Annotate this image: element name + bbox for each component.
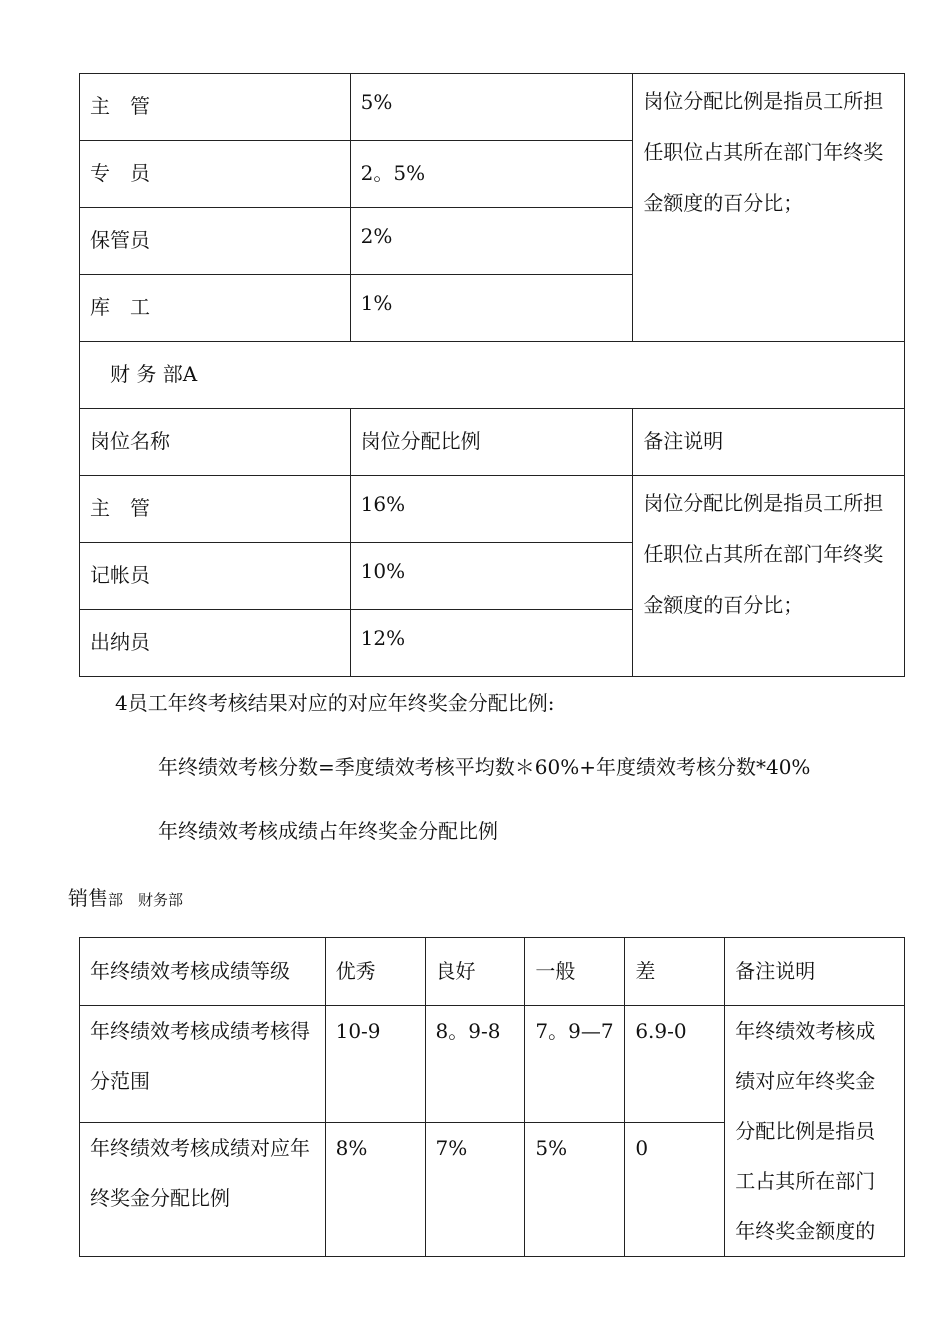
department-small: 部 财务部 — [108, 891, 184, 909]
ratio-cell: 12% — [350, 610, 633, 677]
header-position: 岗位名称 — [80, 409, 351, 476]
formula-text: 年终绩效考核分数=季度绩效考核平均数＊60%+年度绩效考核分数*40% — [158, 755, 811, 779]
ratio-title: 年终绩效考核成绩占年终奖金分配比例 — [158, 819, 498, 843]
position-cell: 专 员 — [80, 141, 351, 208]
score-cell: 7。9—7 — [525, 1006, 625, 1123]
ratio-cell: 5% — [525, 1123, 625, 1257]
note-cell: 岗位分配比例是指员工所担任职位占其所在部门年终奖金额度的百分比； — [633, 74, 905, 342]
ratio-cell: 16% — [350, 476, 633, 543]
note-cell: 岗位分配比例是指员工所担任职位占其所在部门年终奖金额度的百分比； — [633, 476, 905, 677]
header-ratio: 岗位分配比例 — [350, 409, 633, 476]
ratio-cell: 8% — [325, 1123, 425, 1257]
header-poor: 差 — [625, 938, 725, 1006]
department-line — [68, 882, 183, 911]
department-label: 财 务 部A — [80, 342, 905, 409]
position-cell: 保管员 — [80, 208, 351, 275]
score-cell: 8。9-8 — [425, 1006, 525, 1123]
position-cell: 库 工 — [80, 275, 351, 342]
position-cell: 出纳员 — [80, 610, 351, 677]
ratio-cell: 1% — [350, 275, 633, 342]
header-good: 良好 — [425, 938, 525, 1006]
note-cell: 年终绩效考核成绩对应年终奖金分配比例是指员工占其所在部门年终奖金额度的 — [725, 1006, 905, 1257]
finance-position-ratio-table — [79, 73, 905, 677]
row-label: 年终绩效考核成绩考核得分范围 — [80, 1006, 326, 1123]
row-label: 年终绩效考核成绩对应年终奖金分配比例 — [80, 1123, 326, 1257]
department-big: 销售 — [68, 886, 108, 910]
performance-grade-table — [79, 937, 905, 1257]
ratio-cell: 5% — [350, 74, 633, 141]
header-grade: 年终绩效考核成绩等级 — [80, 938, 326, 1006]
ratio-cell: 7% — [425, 1123, 525, 1257]
position-cell: 记帐员 — [80, 543, 351, 610]
header-note: 备注说明 — [633, 409, 905, 476]
position-cell: 主 管 — [80, 74, 351, 141]
ratio-cell: 0 — [625, 1123, 725, 1257]
ratio-cell: 2% — [350, 208, 633, 275]
header-excellent: 优秀 — [325, 938, 425, 1006]
header-average: 一般 — [525, 938, 625, 1006]
ratio-cell: 2。5% — [350, 141, 633, 208]
ratio-cell: 10% — [350, 543, 633, 610]
section-heading: 4员工年终考核结果对应的对应年终奖金分配比例: — [115, 691, 555, 715]
position-cell: 主 管 — [80, 476, 351, 543]
header-note: 备注说明 — [725, 938, 905, 1006]
score-cell: 10-9 — [325, 1006, 425, 1123]
score-cell: 6.9-0 — [625, 1006, 725, 1123]
